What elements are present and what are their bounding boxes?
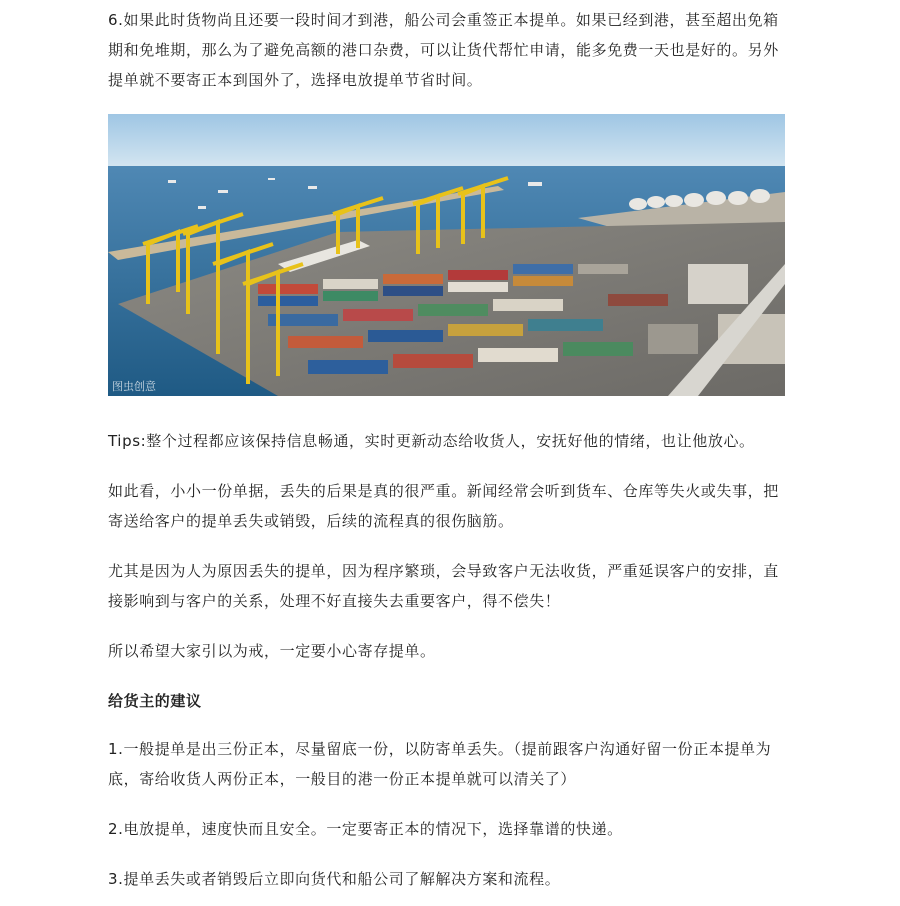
image-watermark: 图虫创意	[112, 380, 156, 393]
hope-paragraph: 所以希望大家引以为戒，一定要小心寄存提单。	[108, 642, 436, 660]
advice-heading: 给货主的建议	[108, 692, 202, 710]
consequence-paragraph: 如此看，小小一份单据，丢失的后果是真的很严重。新闻经常会听到货车、仓库等失火或失事，把寄送给客户的提单丢失或销毁，后续的流程真的很伤脑筋。	[108, 482, 779, 530]
port-container-photo	[108, 114, 785, 396]
paragraph-6: 6.如果此时货物尚且还要一段时间才到港，船公司会重签正本提单。如果已经到港，甚至超出免箱期和免堆期，那么为了避免高额的港口杂费，可以让货代帮忙申请，能多免费一天也是好的。另外提单就不要寄正本到国外了，选择电放提单节省时间。	[108, 11, 779, 89]
especially-paragraph: 尤其是因为人为原因丢失的提单，因为程序繁琐，会导致客户无法收货，严重延误客户的安排，直接影响到与客户的关系，处理不好直接失去重要客户，得不偿失！	[108, 562, 779, 610]
advice-item-2: 2.电放提单，速度快而且安全。一定要寄正本的情况下，选择靠谱的快递。	[108, 820, 623, 838]
advice-item-3: 3.提单丢失或者销毁后立即向货代和船公司了解解决方案和流程。	[108, 870, 561, 888]
tips-paragraph: Tips:整个过程都应该保持信息畅通，实时更新动态给收货人，安抚好他的情绪，也让他放心。	[108, 432, 755, 450]
advice-item-1: 1.一般提单是出三份正本，尽量留底一份，以防寄单丢失。（提前跟客户沟通好留一份正本提单为底，寄给收货人两份正本，一般目的港一份正本提单就可以清关了）	[108, 740, 772, 788]
